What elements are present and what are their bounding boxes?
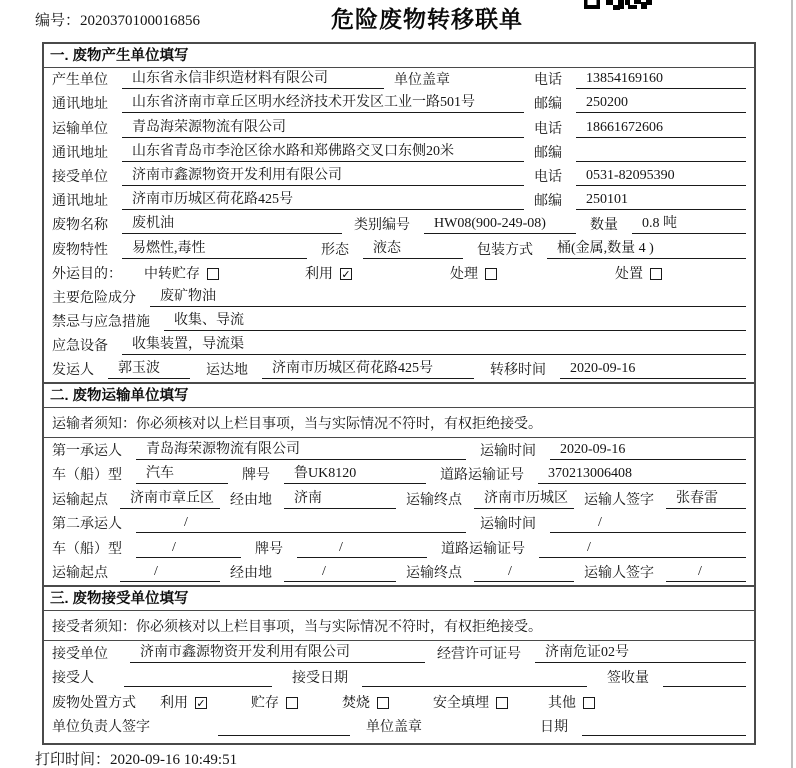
waste-name-row	[44, 213, 754, 237]
vehicle-type-1: 汽车	[146, 466, 174, 482]
unit-seal-label: 单位盖章	[394, 73, 450, 89]
signed-quantity-underline	[663, 685, 746, 687]
method-incineration-checkbox-label: 焚烧	[342, 695, 370, 711]
responsible-signature-row-label: 单位负责人签字	[52, 720, 150, 736]
quantity: 0.8 吨	[642, 216, 677, 232]
route-start-2-underline	[120, 564, 220, 582]
waste-name-underline	[122, 216, 342, 234]
qr-code-icon	[584, 0, 652, 10]
waste-characteristics: 易燃性,毒性	[132, 240, 206, 256]
accept-unit-row	[44, 641, 754, 666]
utilize-checkbox-box: ✓	[341, 267, 351, 281]
accept-unit-name-underline	[130, 645, 425, 663]
vehicle-type-2: /	[172, 539, 176, 555]
method-storage-checkbox-label: 贮存	[251, 695, 279, 711]
transporter-zip-underline	[576, 160, 746, 162]
route-row-1-label: 运输起点	[52, 492, 108, 508]
method-utilize-checkbox-box: ✓	[196, 696, 206, 710]
quantity-underline	[632, 216, 746, 234]
transporter-address-row	[44, 141, 754, 165]
transporter-address-row-label: 通讯地址	[52, 145, 108, 161]
producer-row	[44, 68, 754, 92]
transport-section-notice: 运输者须知：你必须核对以上栏目事项，当与实际情况不符时，有权拒绝接受。	[44, 408, 754, 438]
transporter-address-row-label: 邮编	[534, 145, 562, 161]
second-carrier-name-underline	[136, 515, 466, 533]
receiver-address-underline	[122, 192, 524, 210]
producer-section-header: 一. 废物产生单位填写	[44, 44, 754, 68]
first-carrier-name: 青岛海荣源物流有限公司	[146, 441, 300, 457]
route-start-1: 济南市章丘区	[130, 490, 214, 506]
category-code: HW08(900-249-08)	[434, 216, 546, 232]
vehicle-row-1-label: 道路运输证号	[440, 468, 524, 484]
transporter-name: 青岛海荣源物流有限公司	[132, 119, 286, 135]
method-other-checkbox	[548, 695, 595, 712]
hazard-component-row-label: 主要危险成分	[52, 290, 136, 306]
accept-unit-row-label: 经营许可证号	[437, 646, 521, 662]
transporter-address-underline	[122, 144, 524, 162]
accept-person-row-label: 接受日期	[292, 671, 348, 687]
transport-section-header: 二. 废物运输单位填写	[44, 384, 754, 408]
road-permit-1-underline	[538, 466, 746, 484]
transit-storage-checkbox-box	[207, 268, 219, 280]
disposal-checkbox-box	[650, 268, 662, 280]
receiver-row-label: 电话	[534, 169, 562, 185]
consignor-row-label: 转移时间	[490, 363, 546, 379]
destination-underline	[262, 361, 474, 379]
waste-name-row-label: 数量	[590, 218, 618, 234]
destination: 济南市历城区荷花路425号	[272, 361, 433, 377]
road-permit-1: 370213006408	[548, 466, 632, 482]
page-edge-line	[791, 0, 793, 768]
method-other-checkbox-label: 其他	[548, 695, 576, 711]
print-time-line	[35, 748, 237, 768]
hazard-component-underline	[150, 289, 746, 307]
producer-zip: 250200	[586, 95, 628, 111]
accept-unit-row-label: 接受单位	[52, 646, 108, 662]
waste-characteristics-underline	[122, 241, 307, 259]
route-via-1: 济南	[294, 490, 322, 506]
print-time-label: 打印时间：	[35, 752, 111, 768]
receiver-zip-underline	[576, 192, 746, 210]
carrier-signature-1: 张春雷	[676, 490, 718, 506]
first-carrier-row	[44, 438, 754, 463]
producer-row-label: 产生单位	[52, 73, 108, 89]
accept-person-row-label: 接受人	[52, 671, 94, 687]
transporter-row-label: 电话	[534, 121, 562, 137]
transfer-date-underline	[560, 361, 746, 379]
route-row-1-label: 经由地	[230, 492, 272, 508]
waste-props-row-label: 包装方式	[477, 242, 533, 258]
receiver-row	[44, 165, 754, 189]
transporter-phone: 18661672606	[586, 119, 663, 135]
producer-address: 山东省济南市章丘区明水经济技术开发区工业一路501号	[132, 95, 475, 111]
consignor-row-label: 运达地	[206, 363, 248, 379]
receiver-address-row	[44, 189, 754, 213]
vehicle-type-2-underline	[136, 540, 241, 558]
serial-line	[35, 9, 200, 30]
treatment-checkbox-label: 处理	[450, 266, 478, 282]
receiver-name-underline	[122, 168, 524, 186]
outbound-purpose-row-label: 外运目的：	[52, 266, 122, 282]
transit-storage-checkbox-label: 中转贮存	[144, 266, 200, 282]
disposal-checkbox	[615, 266, 662, 283]
first-transport-date-underline	[550, 442, 746, 460]
consignor-name-underline	[108, 361, 190, 379]
plate-number-1-underline	[284, 466, 426, 484]
packaging: 桶(金属,数量 4 )	[557, 240, 654, 256]
transit-storage-checkbox	[144, 266, 219, 283]
responsible-signature-row-label: 日期	[540, 720, 568, 736]
consignor-row	[44, 358, 754, 382]
second-carrier-row-label: 第二承运人	[52, 517, 122, 533]
producer-name-underline	[122, 71, 384, 89]
route-row-1-label: 运输人签字	[584, 492, 654, 508]
first-carrier-row-label: 第一承运人	[52, 443, 122, 459]
responsible-signature-underline	[218, 734, 350, 736]
transporter-name-underline	[122, 120, 524, 138]
producer-section	[44, 44, 754, 382]
producer-row-label: 电话	[534, 73, 562, 89]
hazard-component-row	[44, 286, 754, 310]
vehicle-row-2	[44, 536, 754, 561]
road-permit-2-underline	[539, 540, 746, 558]
license-number-underline	[535, 645, 746, 663]
route-end-2: /	[508, 564, 512, 580]
producer-phone: 13854169160	[586, 71, 663, 87]
route-via-2: /	[322, 564, 326, 580]
category-code-underline	[424, 216, 576, 234]
producer-phone-underline	[576, 71, 746, 89]
route-row-2-label: 运输终点	[406, 566, 462, 582]
transfer-date: 2020-09-16	[570, 361, 636, 377]
waste-props-row-label: 形态	[321, 242, 349, 258]
producer-address-row-label: 邮编	[534, 97, 562, 113]
method-landfill-checkbox-box	[496, 697, 508, 709]
carrier-signature-1-underline	[666, 491, 746, 509]
method-incineration-checkbox-box	[377, 697, 389, 709]
route-row-1-label: 运输终点	[406, 492, 462, 508]
transport-section	[44, 382, 754, 585]
second-carrier-row-label: 运输时间	[480, 517, 536, 533]
disposal-method-row-label: 废物处置方式	[52, 695, 136, 711]
method-landfill-checkbox-label: 安全填埋	[433, 695, 489, 711]
accept-date-underline	[362, 685, 587, 687]
receiver-address-row-label: 通讯地址	[52, 194, 108, 210]
plate-number-2-underline	[297, 540, 427, 558]
disposal-method-row	[44, 690, 754, 715]
hazard-component: 废矿物油	[160, 288, 216, 304]
waste-name-row-label: 废物名称	[52, 218, 108, 234]
receiver-date-underline	[582, 734, 746, 736]
receiver-seal-label: 单位盖章	[366, 720, 422, 736]
print-time-value: 2020-09-16 10:49:51	[110, 752, 238, 768]
waste-name-row-label: 类别编号	[354, 218, 410, 234]
second-transport-date-underline	[550, 515, 746, 533]
waste-props-row-label: 废物特性	[52, 242, 108, 258]
producer-zip-underline	[576, 95, 746, 113]
utilize-checkbox-label: 利用	[305, 266, 333, 282]
serial-label: 编号：	[35, 13, 81, 29]
route-end-2-underline	[474, 564, 574, 582]
receiver-phone: 0531-82095390	[586, 167, 675, 183]
receiver-row-label: 接受单位	[52, 169, 108, 185]
license-number: 济南危证02号	[545, 644, 629, 660]
route-row-2-label: 运输起点	[52, 566, 108, 582]
receiver-zip: 250101	[586, 192, 628, 208]
route-row-2-label: 运输人签字	[584, 566, 654, 582]
treatment-checkbox-box	[485, 268, 497, 280]
second-transport-date: /	[598, 515, 602, 531]
route-end-1: 济南市历城区	[484, 490, 568, 506]
producer-name: 山东省永信非织造材料有限公司	[132, 71, 328, 87]
receiver-section-notice: 接受者须知：你必须核对以上栏目事项，当与实际情况不符时，有权拒绝接受。	[44, 611, 754, 641]
consignor-row-label: 发运人	[52, 363, 94, 379]
first-carrier-name-underline	[136, 442, 466, 460]
transporter-row	[44, 116, 754, 140]
accept-person-row	[44, 666, 754, 691]
vehicle-row-1	[44, 463, 754, 488]
route-row-2	[44, 561, 754, 586]
producer-address-underline	[122, 95, 524, 113]
serial-number: 2020370100016856	[80, 13, 201, 29]
emergency-equipment-row	[44, 334, 754, 358]
transporter-row-label: 运输单位	[52, 121, 108, 137]
first-carrier-row-label: 运输时间	[480, 443, 536, 459]
vehicle-row-2-label: 道路运输证号	[441, 541, 525, 557]
utilize-checkbox	[305, 266, 352, 283]
accept-person-row-label: 签收量	[607, 671, 649, 687]
road-permit-2: /	[587, 539, 591, 555]
vehicle-row-1-label: 车（船）型	[52, 468, 122, 484]
vehicle-type-1-underline	[136, 466, 228, 484]
carrier-signature-2-underline	[666, 564, 746, 582]
transporter-phone-underline	[576, 120, 746, 138]
method-utilize-checkbox-label: 利用	[160, 695, 188, 711]
route-via-1-underline	[284, 491, 396, 509]
carrier-signature-2: /	[698, 564, 702, 580]
waste-form: 液态	[373, 240, 401, 256]
receiver-section	[44, 585, 754, 739]
route-start-2: /	[154, 564, 158, 580]
emergency-measures-row	[44, 310, 754, 334]
method-storage-checkbox-box	[286, 697, 298, 709]
receiver-phone-underline	[576, 168, 746, 186]
route-end-1-underline	[474, 491, 574, 509]
emergency-measures-row-label: 禁忌与应急措施	[52, 315, 150, 331]
emergency-equipment-row-label: 应急设备	[52, 339, 108, 355]
producer-address-row-label: 通讯地址	[52, 97, 108, 113]
method-other-checkbox-box	[583, 697, 595, 709]
receiver-address-row-label: 邮编	[534, 194, 562, 210]
route-row-2-label: 经由地	[230, 566, 272, 582]
route-via-2-underline	[284, 564, 396, 582]
plate-number-1: 鲁UK8120	[294, 466, 357, 482]
treatment-checkbox	[450, 266, 497, 283]
waste-name: 废机油	[132, 216, 174, 232]
producer-address-row	[44, 92, 754, 116]
first-transport-date: 2020-09-16	[560, 441, 626, 457]
method-storage-checkbox	[251, 695, 298, 712]
vehicle-row-2-label: 牌号	[255, 541, 283, 557]
consignor-name: 郭玉波	[118, 361, 160, 377]
responsible-signature-row	[44, 715, 754, 740]
route-row-1	[44, 487, 754, 512]
route-start-1-underline	[120, 491, 220, 509]
emergency-measures-underline	[164, 313, 746, 331]
plate-number-2: /	[339, 539, 343, 555]
accept-unit-name: 济南市鑫源物资开发利用有限公司	[140, 644, 350, 660]
waste-transfer-form	[42, 42, 756, 745]
method-utilize-checkbox	[160, 695, 207, 712]
emergency-measures: 收集、导流	[174, 313, 244, 329]
outbound-purpose-row	[44, 262, 754, 286]
packaging-underline	[547, 241, 746, 259]
vehicle-row-1-label: 牌号	[242, 468, 270, 484]
waste-props-row	[44, 237, 754, 261]
disposal-checkbox-label: 处置	[615, 266, 643, 282]
form-title: 危险废物转移联单	[331, 6, 523, 32]
second-carrier-name: /	[184, 515, 188, 531]
waste-form-underline	[363, 241, 463, 259]
receiver-section-header: 三. 废物接受单位填写	[44, 587, 754, 611]
emergency-equipment-underline	[122, 337, 746, 355]
receiver-address: 济南市历城区荷花路425号	[132, 192, 293, 208]
second-carrier-row	[44, 512, 754, 537]
transporter-address: 山东省青岛市李沧区徐水路和郑佛路交叉口东侧20米	[132, 143, 454, 159]
method-incineration-checkbox	[342, 695, 389, 712]
accept-person-underline	[124, 685, 272, 687]
receiver-name: 济南市鑫源物资开发利用有限公司	[132, 167, 342, 183]
method-landfill-checkbox	[433, 695, 508, 712]
emergency-equipment: 收集装置，导流渠	[132, 337, 244, 353]
vehicle-row-2-label: 车（船）型	[52, 541, 122, 557]
